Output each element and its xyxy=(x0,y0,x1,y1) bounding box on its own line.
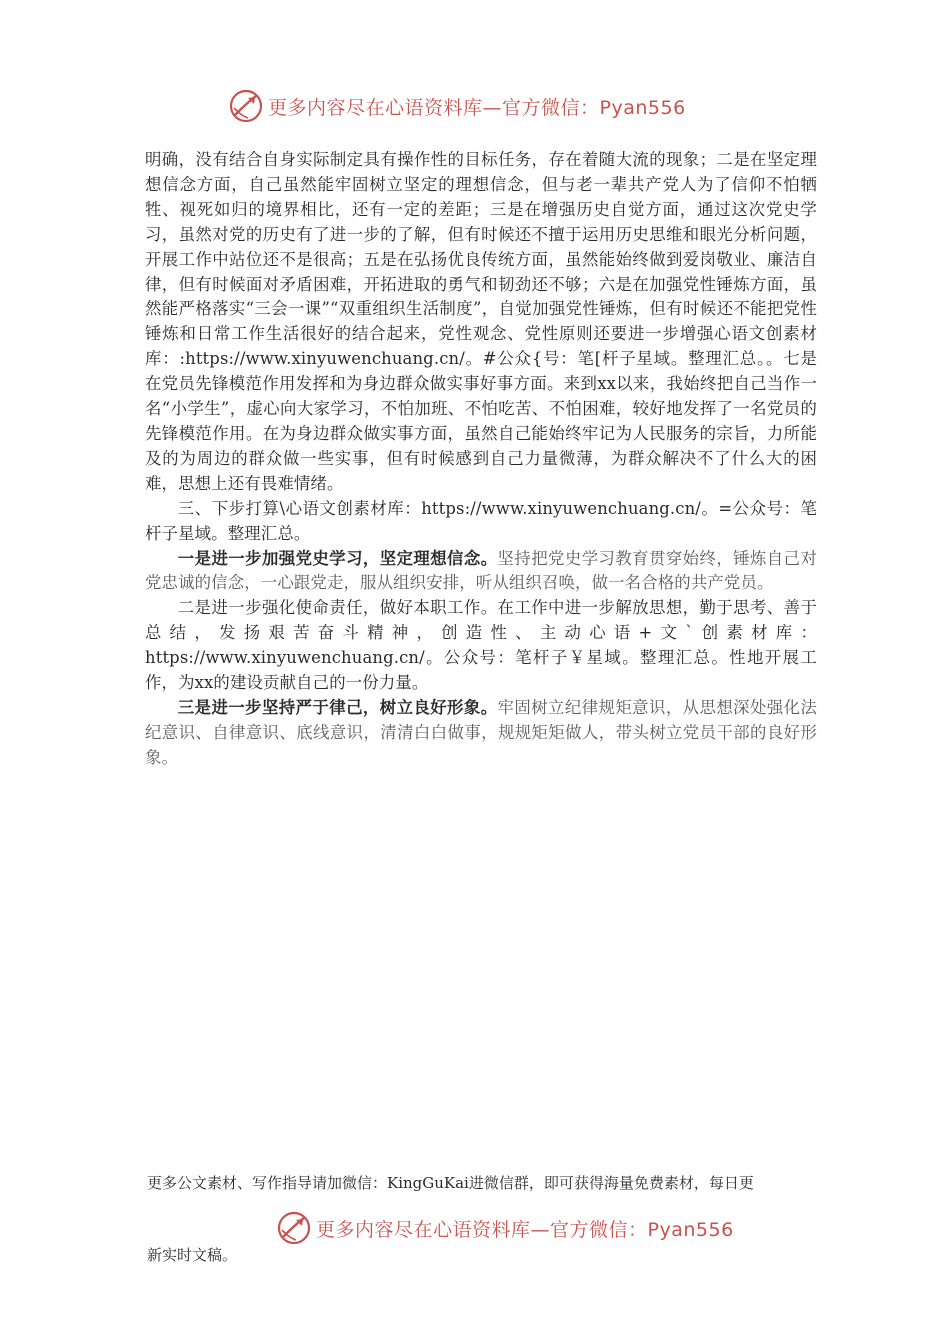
watermark-id: Pyan556 xyxy=(647,1218,734,1241)
document-body xyxy=(145,148,817,771)
paragraph-5 xyxy=(145,696,817,771)
paragraph-3 xyxy=(145,547,817,597)
paragraph-5-text: 牢固树立纪律规矩意识，从思想深处强化法纪意识、自律意识、底线意识，清清白白做事，规规矩矩做人，带头树立党员干部的良好形象。 xyxy=(145,697,817,767)
paragraph-3-text: 坚持把党史学习教育贯穿始终，锤炼自己对党忠诚的信念，一心跟党走，服从组织安排，听从组织召唤，做一名合格的共产党员。 xyxy=(145,548,817,593)
header-watermark xyxy=(228,86,686,126)
footer-line-1: 更多公文素材、写作指导请加微信：KingGuKai进微信群，即可获得海量免费素材，每日更 xyxy=(147,1174,754,1192)
watermark-text xyxy=(316,1215,734,1242)
watermark-text xyxy=(268,93,686,120)
watermark-label: 更多内容尽在心语资料库—官方微信： xyxy=(316,1218,648,1241)
watermark-label: 更多内容尽在心语资料库—官方微信： xyxy=(268,96,600,119)
watermark-id: Pyan556 xyxy=(599,96,686,119)
pen-nib-logo-icon xyxy=(276,1210,312,1246)
footer-watermark xyxy=(276,1208,734,1248)
paragraph-1: 明确，没有结合自身实际制定具有操作性的目标任务，存在着随大流的现象；二是在坚定理想信念方面，自己虽然能牢固树立坚定的理想信念，但与老一辈共产党人为了信仰不怕牺牲、视死如归的境界相比，还有一定的差距；三是在增强历史自觉方面，通过这次党史学习，虽然对党的历史有了进一步的了解，但有时候还不擅于运用历史思维和眼光分析问题，开展工作中站位还不是很高；五是在弘扬优良传统方面，虽然能始终做到爱岗敬业、廉洁自律，但有时候面对矛盾困难，开拓进取的勇气和韧劲还不够；六是在加强党性锤炼方面，虽然能严格落实“三会一课”“双重组织生活制度”，自觉加强党性锤炼，但有时候还不能把党性锤炼和日常工作生活很好的结合起来，党性观念、党性原则还要进一步增强心语文创素材库：:https://www.xinyuwenchuang.cn/。#公众{号：笔[杆子星域。整理汇总。。七是在党员先锋模范作用发挥和为身边群众做实事好事方面。来到xx以来，我始终把自己当作一名“小学生”，虚心向大家学习，不怕加班、不怕吃苦、不怕困难，较好地发挥了一名党员的先锋模范作用。在为身边群众做实事方面，虽然自己能始终牢记为人民服务的宗旨，力所能及的为周边的群众做一些实事，但有时候感到自己力量微薄，为群众解决不了什么大的困难，思想上还有畏难情绪。 xyxy=(145,150,817,493)
paragraph-3-heading: 一是进一步加强党史学习，坚定理想信念。 xyxy=(177,548,498,568)
footer-line-2: 新实时文稿。 xyxy=(147,1246,238,1264)
pen-nib-logo-icon xyxy=(228,88,264,124)
paragraph-4: 二是进一步强化使命责任，做好本职工作。在工作中进一步解放思想，勤于思考、善于总结，发扬艰苦奋斗精神，创造性、主动心语+文`创素材库：https://www.xinyuwenchuang.cn/。公众号：笔杆子￥星域。整理汇总。性地开展工作，为xx的建设贡献自己的一份力量。 xyxy=(145,598,817,693)
paragraph-2: 三、下步打算\心语文创素材库：https://www.xinyuwenchuang.cn/。=公众号：笔杆子星域。整理汇总。 xyxy=(145,498,817,543)
paragraph-5-heading: 三是进一步坚持严于律己，树立良好形象。 xyxy=(177,697,498,717)
